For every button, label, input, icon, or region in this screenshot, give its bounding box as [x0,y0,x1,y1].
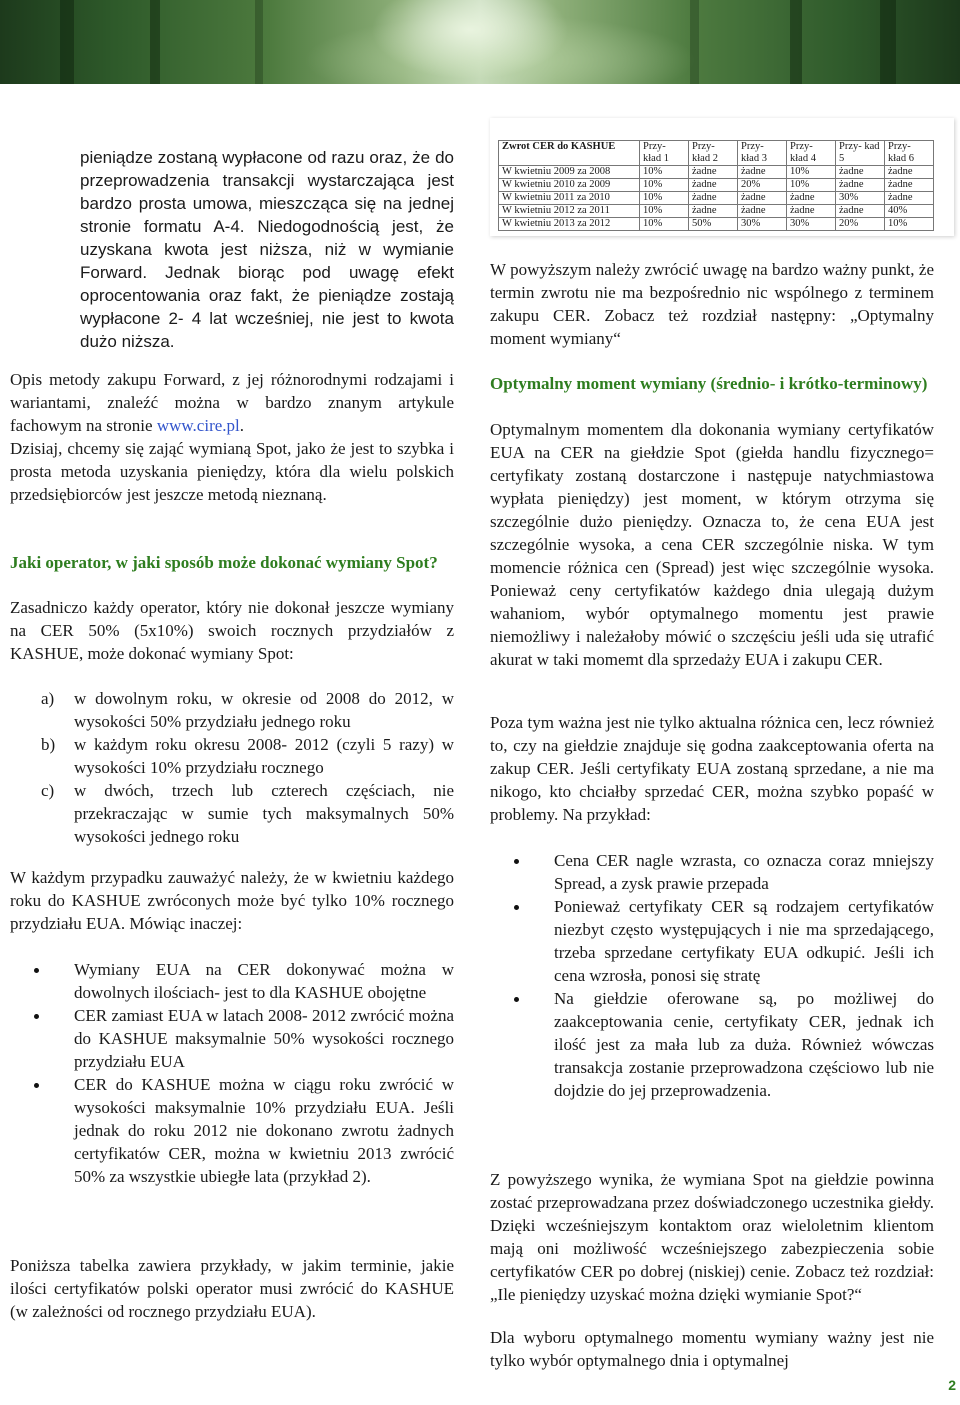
intro-paragraph: pieniądze zostaną wypłacone od razu oraz, że do przeprowadzenia transakcji wystarczająca jest bardzo prosta umowa, mieszcząca się na jednej stronie formatu A-4. Niedogodnością jest, że uzyskana kwota jest niższa, niż w wymianie Forward. Jednak biorąc pod uwagę efekt oprocentowania oraz fakt, że pieniądze zostają wypłacone 2- 4 lat wcześniej, nie jest to kwota dużo niższa. [80,148,454,351]
table-cell: żadne [689,166,738,179]
table-header-row [499,141,934,166]
list-item: a) w dowolnym roku, w okresie od 2008 do 2012, w wysokości 50% przydziału jednego roku [41,689,454,731]
table-row [499,192,934,205]
table-cell: 10% [787,179,836,192]
table-cell: W kwietniu 2012 za 2011 [499,205,640,218]
risks-list [490,849,934,1102]
table-cell: żadne [738,166,787,179]
page-number: 2 [948,1377,956,1393]
table-header-cell: Przy- kład 4 [787,141,836,166]
table-cell: 20% [836,218,885,231]
table-cell: żadne [787,205,836,218]
table-cell: 10% [885,218,934,231]
table-cell: W kwietniu 2013 za 2012 [499,218,640,231]
uwaga-paragraph: W powyższym należy zwrócić uwagę na bardzo ważny punkt, że termin zwrotu nie ma bezpośrednio nic wspólnego z terminem zakupu CER. Zobacz też rozdział następny: „Optymalny moment wymiany“ [490,260,934,348]
table-cell: 30% [787,218,836,231]
table-cell: żadne [787,192,836,205]
table-cell: W kwietniu 2011 za 2010 [499,192,640,205]
table-row [499,205,934,218]
table-header-cell: Przy- kad 5 [836,141,885,166]
table-cell: żadne [885,192,934,205]
table-cell: 40% [885,205,934,218]
table-cell: żadne [836,166,885,179]
rules-list [10,958,454,1188]
table-cell: żadne [836,205,885,218]
list-item: Cena CER nagle wzrasta, co oznacza coraz mniejszy Spread, a zysk prawie przepada [490,849,934,895]
bullet-icon [34,968,39,973]
table-header-cell: Przy- kład 3 [738,141,787,166]
table-cell: 10% [640,205,689,218]
opis-paragraph: Opis metody zakupu Forward, z jej różnorodnymi rodzajami i wariantami, znaleźć można w bardzo znanym artykule fachowym na stronie www.cire.pl. [10,370,454,435]
table-cell: żadne [885,166,934,179]
ponizsza-paragraph: Poniższa tabelka zawiera przykłady, w jakim terminie, jakie ilości certyfikatów polski operator musi zwrócić do KASHUE (w zależności od rocznego przydziału EUA). [10,1256,454,1321]
list-item: c) w dwóch, trzech lub czterech częściach, nie przekraczając w sumie tych maksymalnych 50% wysokości jednego roku [41,781,454,846]
table-cell: żadne [689,192,738,205]
table-cell: żadne [689,179,738,192]
table-row [499,218,934,231]
table-cell: 10% [640,218,689,231]
table-cell: 10% [787,166,836,179]
table-cell: 20% [738,179,787,192]
poza-paragraph: Poza tym ważna jest nie tylko aktualna różnica cen, lecz również to, czy na giełdzie znajduje się godna zaakceptowania oferta na zakup CER. Jeśli certyfikaty EUA zostaną sprzedane, a nie ma nikogo, kto chciałby sprzedać CER, można szybko popaść w problemy. Na przykład: [490,713,934,824]
bullet-icon [514,905,519,910]
table-cell: żadne [689,205,738,218]
table-header-cell: Przy- kład 6 [885,141,934,166]
forest-banner-image [0,0,960,84]
wynika-paragraph: Z powyższego wynika, że wymiana Spot na giełdzie powinna zostać przeprowadzana przez doświadczonego uczestnika giełdy. Dzięki wcześniejszym kontaktom oraz wieloletnim klientom mają oni możliwość wcześniejszego zabezpieczenia sobie certyfikatów CER po dobrej (niskiej) cenie. Zobacz też rozdział: „Ile pieniędzy uzyskać można dzięki wymianie Spot?“ [490,1170,934,1304]
bullet-icon [34,1014,39,1019]
list-item: CER zamiast EUA w latach 2008- 2012 zwrócić można do KASHUE maksymalnie 50% wysokości rocznego przydziału EUA [10,1004,454,1073]
dla-paragraph: Dla wyboru optymalnego momentu wymiany ważny jest nie tylko wybór optymalnego dnia i optymalnej [490,1328,934,1370]
table-cell: 10% [640,192,689,205]
table-cell: żadne [885,179,934,192]
optimal-moment-heading: Optymalny moment wymiany (średnio- i krótko-terminowy) [490,374,928,393]
table-cell: 30% [738,218,787,231]
table-cell: W kwietniu 2009 za 2008 [499,166,640,179]
list-item: Ponieważ certyfikaty CER są rodzajem certyfikatów niezbyt często występujących i nie ma sprzedającego, trzeba sprzedane certyfikaty EUA odkupić. Jeśli ich cena wzrosła, ponosi się stratę [490,895,934,987]
list-item: Wymiany EUA na CER dokonywać można w dowolnych ilościach- jest to dla KASHUE obojętne [10,958,454,1004]
options-list [10,687,454,848]
list-item: Na giełdzie oferowane są, po możliwej do zaakceptowania cenie, certyfikaty CER, jednak ich ilość jest za mała lub za duża. Również wówczas transakcja zostanie przeprowadzona częściowo lub nie dojdzie do jej przeprowadzenia. [490,987,934,1102]
table-cell: żadne [738,205,787,218]
table-header-cell: Przy- kład 2 [689,141,738,166]
cire-link[interactable]: www.cire.pl [156,416,240,435]
bullet-icon [514,859,519,864]
table-header-cell: Zwrot CER do KASHUE [499,141,640,166]
table-header-cell: Przy- kład 1 [640,141,689,166]
table-cell: 30% [836,192,885,205]
optymalnym-paragraph: Optymalnym momentem dla dokonania wymiany certyfikatów EUA na CER na giełdzie Spot (giełda handlu fizycznego= certyfikaty zostaną dostarczone i następuje natychmiastowa wypłata pieniędzy) jest moment, w którym otrzyma się szczególnie dużo pieniędzy. Oznacza to, że cena EUA jest szczególnie wysoka, a cena CER szczególnie niska. W tym momencie różnica cen (Spread) jest więc szczególnie wysoka. Ponieważ ceny certyfikatów każdego dnia ulegają dużym wahaniom, wybór optymalnego momentu jest prawie niemożliwy i należałoby mówić o szczęściu jeśli uda się utrafić akurat w taki momemt dla sprzedaży EUA i zakupu CER. [490,420,934,669]
dzisiaj-paragraph: Dzisiaj, chcemy się zająć wymianą Spot, jako że jest to szybka i prosta metoda uzyskania pieniędzy, która dla wielu polskich przedsiębiorców jest jeszcze metodą nieznaną. [10,439,454,504]
operator-heading: Jaki operator, w jaki sposób może dokonać wymiany Spot? [10,553,438,572]
list-item: CER do KASHUE można w ciągu roku zwrócić w wysokości maksymalnie 10% przydziału EUA. Jeśli jednak do roku 2012 nie dokonano zwrotu żadnych certyfikatów CER, można w kwietniu 2013 zwrócić 50% za wszystkie ubiegłe lata (przykład 2). [10,1073,454,1188]
bullet-icon [34,1083,39,1088]
zasadniczo-paragraph: Zasadniczo każdy operator, który nie dokonał jeszcze wymiany na CER 50% (5x10%) swoich rocznych przydziałów z KASHUE, może dokonać wymiany Spot: [10,598,454,663]
table-cell: 50% [689,218,738,231]
table-cell: 10% [640,179,689,192]
kazdym-paragraph: W każdym przypadku zauważyć należy, że w kwietniu każdego roku do KASHUE zwróconych może być tylko 10% rocznego przydziału EUA. Mówiąc inaczej: [10,868,454,933]
table-row [499,179,934,192]
table-cell: W kwietniu 2010 za 2009 [499,179,640,192]
table-cell: 10% [640,166,689,179]
bullet-icon [514,997,519,1002]
table-cell: żadne [836,179,885,192]
table-cell: żadne [738,192,787,205]
list-item: b) w każdym roku okresu 2008- 2012 (czyli 5 razy) w wysokości 10% przydziału rocznego [41,735,454,777]
table-row [499,166,934,179]
cer-return-table [498,140,934,231]
